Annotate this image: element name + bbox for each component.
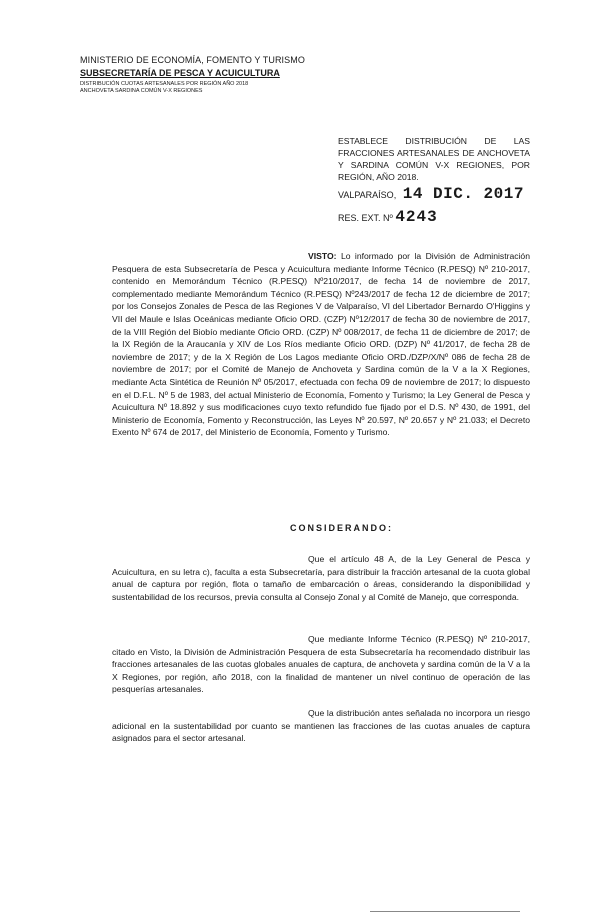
resolution-number-line [338, 208, 538, 226]
letterhead [80, 55, 340, 95]
subsecretaria-name: SUBSECRETARÍA DE PESCA Y ACUICULTURA [80, 68, 280, 78]
footer-divider [370, 911, 520, 912]
considerando-paragraph: Que el artículo 48 A, de la Ley General de Pesca y Acuicultura, en su letra c), faculta a esta Subsecretaría, para distribuir la fracción artesanal de la cuota global anual de captura por región, flota o tamaño de embarcación o áreas, considerando la disponibilidad y sustentabilidad de los recursos, previa consulta al Consejo Zonal y al Comité de Manejo, que corresponda. [112, 554, 530, 602]
distribution-line: ANCHOVETA SARDINA COMÚN V-X REGIONES [80, 88, 203, 94]
distribution-line: DISTRIBUCIÓN CUOTAS ARTESANALES POR REGIÓN AÑO 2018 [80, 81, 249, 87]
resolution-number-stamp: 4243 [395, 208, 438, 226]
visto-heading: VISTO: [308, 251, 337, 261]
visto-text: Lo informado por la División de Administración Pesquera de esta Subsecretaría de Pesca y Acuicultura mediante Informe Técnico (R.PESQ) Nº 210-2017, contenido en Memorándum Técnico (R.PESQ) Nº210/2017, de fecha 14 de noviembre de 2017, complementado mediante Memorándum Técnico (R.PESQ) Nº243/2017 de fecha 12 de diciembre de 2017; por los Consejos Zonales de Pesca de las Regiones V de Valparaíso, VI del Libertador Bernardo O'Higgins y VII del Maule e Islas Oceánicas mediante Oficio ORD. (CZP) Nº12/2017 de fecha 30 de noviembre de 2017, de la VIII Región del Biobío mediante Oficio ORD. (CZP) Nº 008/2017, de fecha 11 de diciembre de 2017; de la IX Región de la Araucanía y XIV de Los Ríos mediante Oficio ORD. (DZP) Nº 41/2017, de fecha 28 de noviembre de 2017; y de la X Región de Los Lagos mediante Oficio ORD./DZP/X/Nº 086 de fecha 28 de noviembre de 2017; por el Comité de Manejo de Anchoveta y Sardina común de la V a la X Regiones, mediante Acta Sintética de Reunión Nº 05/2017, efectuada con fecha 09 de noviembre de 2017; lo dispuesto en el D.F.L. Nº 5 de 1983, del actual Ministerio de Economía, Fomento y Turismo; la Ley General de Pesca y Acuicultura Nº 18.892 y sus modificaciones cuyo texto refundido fue fijado por el D.S. Nº 430, de 1991, del Ministerio de Economía, Fomento y Reconstrucción, las Leyes Nº 20.597, Nº 20.657 y Nº 21.033; el Decreto Exento Nº 674 de 2017, del Ministerio de Economía, Fomento y Turismo. [112, 251, 530, 438]
visto-paragraph [112, 250, 530, 439]
ministry-name: MINISTERIO DE ECONOMÍA, FOMENTO Y TURISMO [80, 55, 305, 65]
considerando-paragraph: Que mediante Informe Técnico (R.PESQ) Nº 210-2017, citado en Visto, la División de Administración Pesquera de esta Subsecretaría ha recomendado distribuir las fracciones artesanales de las cuotas globales anuales de captura, de anchoveta y sardina común de la V a la X Regiones, por región, año 2018, con la finalidad de mantener un nivel continuo de operación de las pesquerías artesanales. [112, 634, 530, 695]
resolution-subject: ESTABLECE DISTRIBUCIÓN DE LAS FRACCIONES ARTESANALES DE ANCHOVETA Y SARDINA COMÚN V-X REGIONES, POR REGIÓN, AÑO 2018. [338, 136, 530, 182]
date-stamp: 14 DIC. 2017 [402, 185, 524, 203]
resolution-label: RES. EXT. Nº [338, 213, 393, 223]
place-date [338, 185, 538, 203]
place-label: VALPARAÍSO, [338, 190, 397, 200]
distribution-note [80, 81, 340, 95]
considerando-paragraph: Que la distribución antes señalada no incorpora un riesgo adicional en la sustentabilidad por cuanto se mantienen las fracciones de las cuotas anuales de captura asignados para el sector artesanal. [112, 708, 530, 744]
considerando-heading: CONSIDERANDO: [290, 523, 394, 533]
